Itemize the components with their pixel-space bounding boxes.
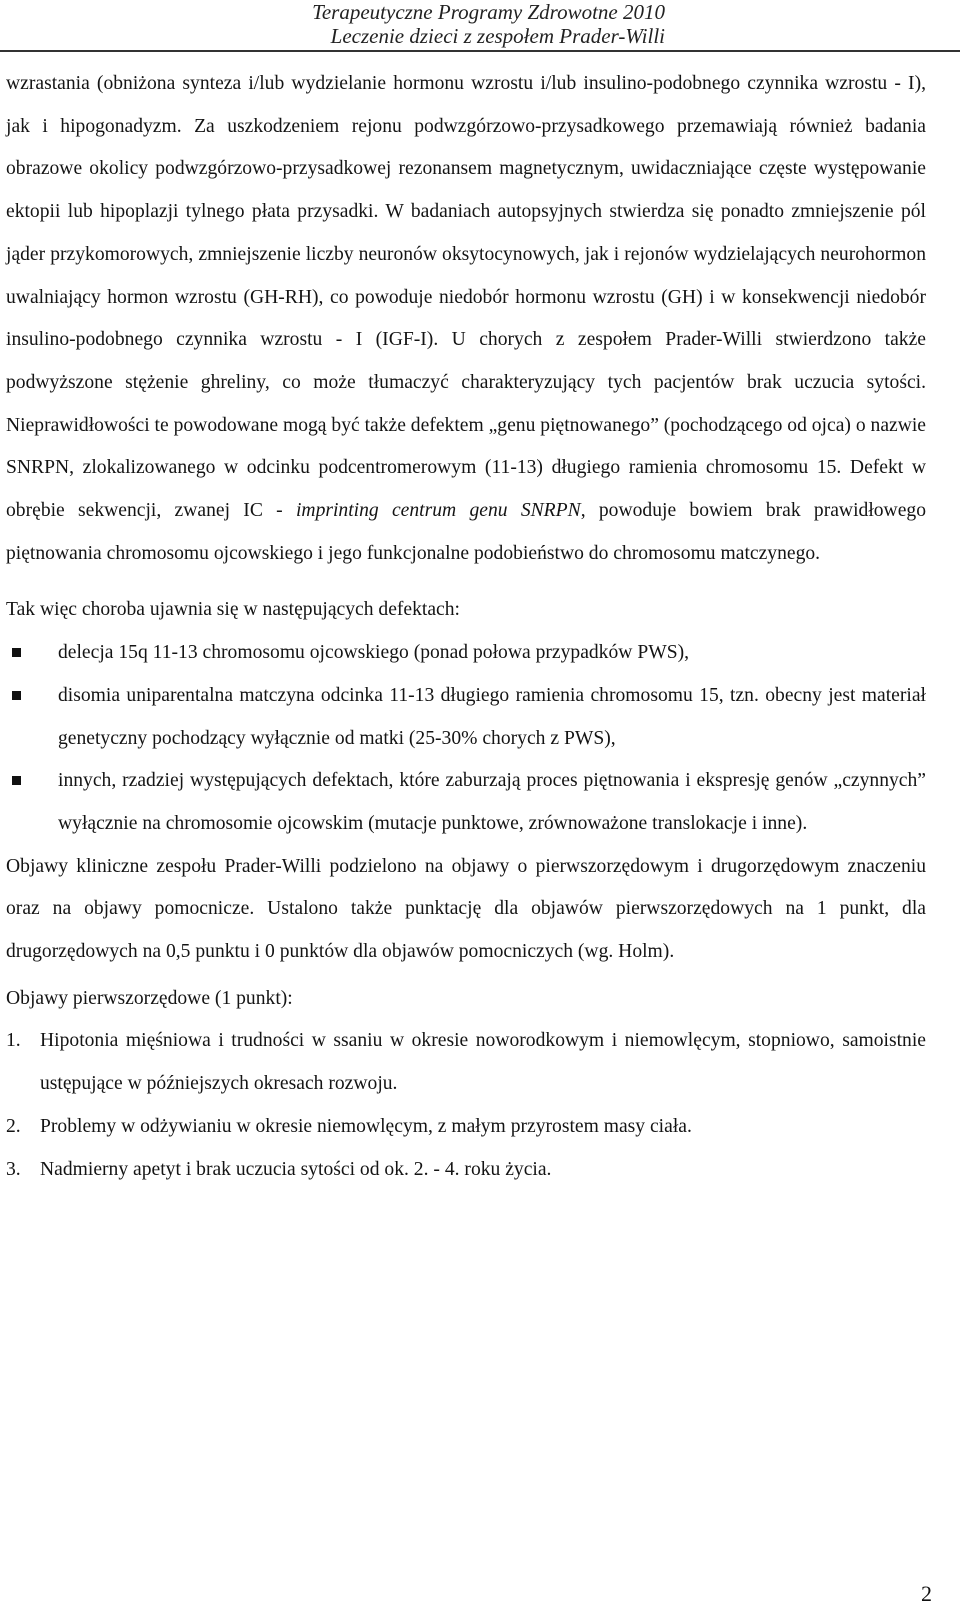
list-item-text: disomia uniparentalna matczyna odcinka 11-13 długiego ramienia chromosomu 15, tzn. obecny jest materiał genetyczny pochodzący wyłącznie od matki (25-30% chorych z PWS),	[58, 684, 926, 749]
paragraph-4: Objawy pierwszorzędowe (1 punkt):	[6, 987, 293, 1009]
paragraph-1	[6, 63, 926, 575]
square-bullet-icon	[12, 776, 21, 785]
list-item	[6, 1106, 926, 1149]
header-line-1: Terapeutyczne Programy Zdrowotne 2010	[312, 0, 665, 24]
list-item-number: 2.	[6, 1115, 21, 1137]
page-number: 2	[921, 1581, 932, 1606]
list-item	[6, 760, 926, 845]
list-item-text: innych, rzadziej występujących defektach, które zaburzają proces piętnowania i ekspresję genów „czynnych” wyłącznie na chromosomie ojcowskim (mutacje punktowe, zrównoważone translokacje i inne).	[58, 770, 926, 834]
paragraph-1-part-a: wzrastania (obniżona synteza i/lub wydzielanie hormonu wzrostu i/lub insulino-podobnego czynnika wzrostu - I), jak i hipogonadyzm. Za uszkodzeniem rejonu podwzgórzowo-przysadkowego przemawiają również badania obrazowe okolicy podwzgórzowo-przysadkowej rezonansem magnetycznym, uwidaczniające częste występowanie ektopii lub hipoplazji tylnego płata przysadki. W badaniach autopsyjnych stwierdza się ponadto zmniejszenie pól jąder przykomorowych, zmniejszenie liczby neuronów oksytocynowych, jak i rejonów wydzielających neurohormon uwalniający hormon wzrostu (GH-RH), co powoduje niedobór hormonu wzrostu (GH) i w konsekwencji niedobór insulino-podobnego czynnika wzrostu - I (IGF-I). U chorych z zespołem Prader-Willi stwierdzono także podwyższone stężenie ghreliny, co może tłumaczyć charakteryzujący tych pacjentów brak uczucia sytości. Nieprawidłowości te powodowane mogą być także defektem „genu piętnowanego” (pochodzącego od ojca) o nazwie SNRPN, zlokalizowanego w odcinku podcentromerowym (11-13) długiego ramienia chromosomu 15. Defekt w obrębie sekwencji, zwanej IC -	[6, 73, 926, 522]
paragraph-3: Objawy kliniczne zespołu Prader-Willi podzielono na objawy o pierwszorzędowym i drugorzędowym znaczeniu oraz na objawy pomocnicze. Ustalono także punktację dla objawów pierwszorzędowych na 1 punkt, dla drugorzędowych na 0,5 punktu i 0 punktów dla objawów pomocniczych (wg. Holm).	[6, 855, 926, 963]
list-item-number: 1.	[6, 1030, 21, 1052]
list-item	[6, 1149, 926, 1192]
list-item	[6, 1020, 926, 1105]
header-line-2: Leczenie dzieci z zespołem Prader-Willi	[330, 24, 665, 48]
header-rule	[0, 50, 960, 52]
list-item-text: Nadmierny apetyt i brak uczucia sytości od ok. 2. - 4. roku życia.	[40, 1158, 552, 1180]
list-item-text: Hipotonia mięśniowa i trudności w ssaniu w okresie noworodkowym i niemowlęcym, stopniowo, samoistnie ustępujące w późniejszych okresach rozwoju.	[40, 1030, 926, 1095]
defects-list	[6, 632, 926, 846]
list-item-number: 3.	[6, 1158, 21, 1180]
square-bullet-icon	[12, 648, 21, 657]
list-item	[6, 675, 926, 760]
paragraph-2: Tak więc choroba ujawnia się w następujących defektach:	[6, 599, 460, 621]
running-header	[65, 0, 665, 48]
list-item	[6, 632, 926, 675]
paragraph-1-part-b: , powoduje bowiem brak prawidłowego piętnowania chromosomu ojcowskiego i jego funkcjonalne podobieństwo do chromosomu matczynego.	[6, 500, 926, 564]
primary-symptoms-list	[6, 1020, 926, 1191]
list-item-text: Problemy w odżywianiu w okresie niemowlęcym, z małym przyrostem masy ciała.	[40, 1115, 692, 1137]
square-bullet-icon	[12, 691, 21, 700]
list-item-text: delecja 15q 11-13 chromosomu ojcowskiego (ponad połowa przypadków PWS),	[58, 642, 690, 664]
body-text	[6, 63, 926, 1191]
paragraph-1-italic: imprinting centrum genu SNRPN	[295, 500, 581, 522]
